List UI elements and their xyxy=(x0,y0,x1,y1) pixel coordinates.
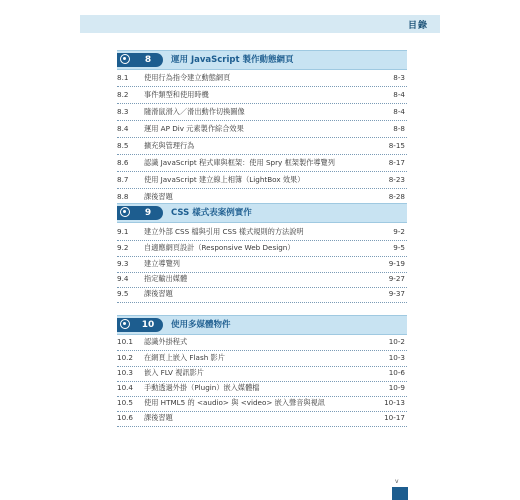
entry-title: 事件類型和使用時機 xyxy=(144,90,209,99)
entry-page: 10-13 xyxy=(384,398,405,407)
chapter-badge xyxy=(117,206,163,220)
entry-number: 10.3 xyxy=(117,368,134,377)
chapter-header-8 xyxy=(117,50,407,70)
entry-page: 8-28 xyxy=(388,192,405,201)
entry-title: 課後習題 xyxy=(144,289,173,298)
toc-entry[interactable] xyxy=(117,120,407,138)
entry-title: 使用行為指令建立動態網頁 xyxy=(144,73,231,82)
entry-number: 8.5 xyxy=(117,141,129,150)
entry-number: 8.8 xyxy=(117,192,129,201)
circle-bullet-icon xyxy=(120,319,130,329)
toc-entry[interactable] xyxy=(117,86,407,104)
entry-page: 10-17 xyxy=(384,413,405,422)
entry-title: 課後習題 xyxy=(144,413,173,422)
entry-number: 10.1 xyxy=(117,337,134,346)
entry-number: 8.3 xyxy=(117,107,129,116)
toc-entry[interactable] xyxy=(117,285,407,303)
entry-title: 在網頁上嵌入 Flash 影片 xyxy=(144,353,225,362)
toc-entry[interactable] xyxy=(117,137,407,155)
chapter-number: 8 xyxy=(144,55,152,65)
entry-title: 使用 JavaScript 建立線上相簿（LightBox 效果） xyxy=(144,175,305,184)
entry-title: 手動透過外掛（Plugin）嵌入媒體檔 xyxy=(144,383,260,392)
entry-number: 10.4 xyxy=(117,383,134,392)
entry-number: 9.3 xyxy=(117,259,129,268)
entry-page: 8-4 xyxy=(393,90,405,99)
entry-number: 9.5 xyxy=(117,289,129,298)
entry-title: 指定輸出媒體 xyxy=(144,274,188,283)
circle-bullet-icon xyxy=(120,54,130,64)
entry-title: 建立導覽列 xyxy=(144,259,180,268)
entry-number: 10.6 xyxy=(117,413,134,422)
chapter-title: CSS 樣式表案例實作 xyxy=(171,208,252,218)
entry-title: 認識 JavaScript 程式庫與框架：使用 Spry 框架製作導覽列 xyxy=(144,158,335,167)
entry-page: 8-23 xyxy=(388,175,405,184)
chapter-header-10 xyxy=(117,315,407,335)
footer-band xyxy=(392,487,408,500)
entry-page: 8-15 xyxy=(388,141,405,150)
header-band xyxy=(80,15,440,33)
entry-page: 10-6 xyxy=(388,368,405,377)
toc-entry[interactable] xyxy=(117,171,407,189)
entry-title: 建立外部 CSS 檔與引用 CSS 樣式規則的方法說明 xyxy=(144,227,304,236)
entry-page: 8-8 xyxy=(393,124,405,133)
entry-number: 9.2 xyxy=(117,243,129,252)
entry-title: 使用 HTML5 的 <audio> 與 <video> 嵌入聲音與視訊 xyxy=(144,398,325,407)
entry-page: 9-2 xyxy=(393,227,405,236)
entry-number: 9.4 xyxy=(117,274,129,283)
entry-title: 擴充與管理行為 xyxy=(144,141,195,150)
entry-number: 8.2 xyxy=(117,90,129,99)
entry-number: 8.4 xyxy=(117,124,129,133)
toc-entry[interactable] xyxy=(117,103,407,121)
entry-number: 8.7 xyxy=(117,175,129,184)
entry-page: 8-17 xyxy=(388,158,405,167)
chapter-number: 10 xyxy=(141,320,155,330)
toc-entry[interactable] xyxy=(117,409,407,427)
entry-title: 課後習題 xyxy=(144,192,173,201)
entry-page: 9-19 xyxy=(388,259,405,268)
entry-page: 9-37 xyxy=(388,289,405,298)
entry-number: 10.2 xyxy=(117,353,134,362)
circle-bullet-icon xyxy=(120,207,130,217)
chapter-title: 使用多媒體物件 xyxy=(171,320,231,330)
toc-entry[interactable] xyxy=(117,154,407,172)
entry-number: 9.1 xyxy=(117,227,129,236)
chapter-header-9 xyxy=(117,203,407,223)
entry-page: 8-4 xyxy=(393,107,405,116)
page-title: 目錄 xyxy=(407,21,428,31)
entry-title: 運用 AP Div 元素製作綜合效果 xyxy=(144,124,244,133)
footer-page-number: v xyxy=(395,478,399,485)
entry-title: 嵌入 FLV 視訊影片 xyxy=(144,368,204,377)
chapter-badge xyxy=(117,318,163,332)
entry-title: 認識外掛程式 xyxy=(144,337,188,346)
entry-page: 9-5 xyxy=(393,243,405,252)
entry-page: 10-2 xyxy=(388,337,405,346)
entry-number: 8.6 xyxy=(117,158,129,167)
chapter-title: 運用 JavaScript 製作動態網頁 xyxy=(171,55,294,65)
toc-entry[interactable] xyxy=(117,69,407,87)
entry-number: 8.1 xyxy=(117,73,129,82)
chapter-badge xyxy=(117,53,163,67)
chapter-number: 9 xyxy=(144,208,152,218)
entry-number: 10.5 xyxy=(117,398,134,407)
entry-page: 9-27 xyxy=(388,274,405,283)
entry-title: 隨滑鼠滑入／滑出動作切換圖像 xyxy=(144,107,245,116)
entry-page: 10-9 xyxy=(388,383,405,392)
entry-title: 自適應網頁設計（Responsive Web Design） xyxy=(144,243,295,252)
entry-page: 8-3 xyxy=(393,73,405,82)
entry-page: 10-3 xyxy=(388,353,405,362)
